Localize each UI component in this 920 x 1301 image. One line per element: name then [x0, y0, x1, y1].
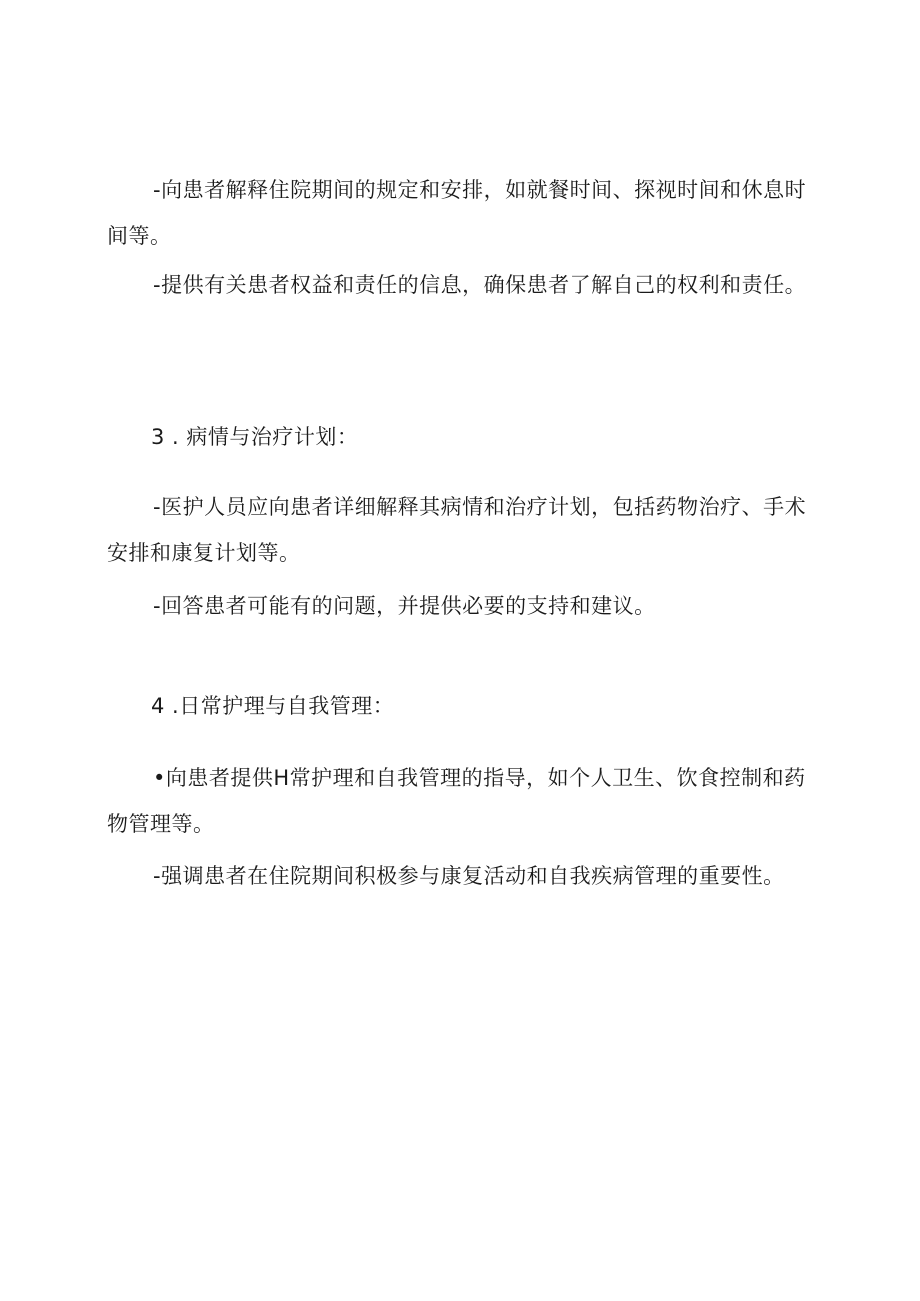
- section-4-heading: 4 .日常护理与自我管理：: [151, 694, 395, 718]
- paragraph-treatment-plan: -医护人员应向患者详细解释其病情和治疗计划，包括药物治疗、手术安排和康复计划等。: [107, 495, 807, 565]
- section-3-heading: 3 . 病情与治疗计划：: [151, 425, 359, 449]
- paragraph-daily-care-guidance: •向患者提供H常护理和自我管理的指导，如个人卫生、饮食控制和药物管理等。: [107, 766, 806, 836]
- paragraph-hospital-rules: -向患者解释住院期间的规定和安排，如就餐时间、探视时间和休息时间等。: [107, 178, 807, 248]
- paragraph-answer-questions: -回答患者可能有的问题，并提供必要的支持和建议。: [153, 594, 656, 618]
- paragraph-patient-rights: -提供有关患者权益和责任的信息，确保患者了解自己的权利和责任。: [153, 273, 807, 297]
- paragraph-self-management-importance: -强调患者在住院期间积极参与康复活动和自我疾病管理的重要性。: [153, 864, 785, 888]
